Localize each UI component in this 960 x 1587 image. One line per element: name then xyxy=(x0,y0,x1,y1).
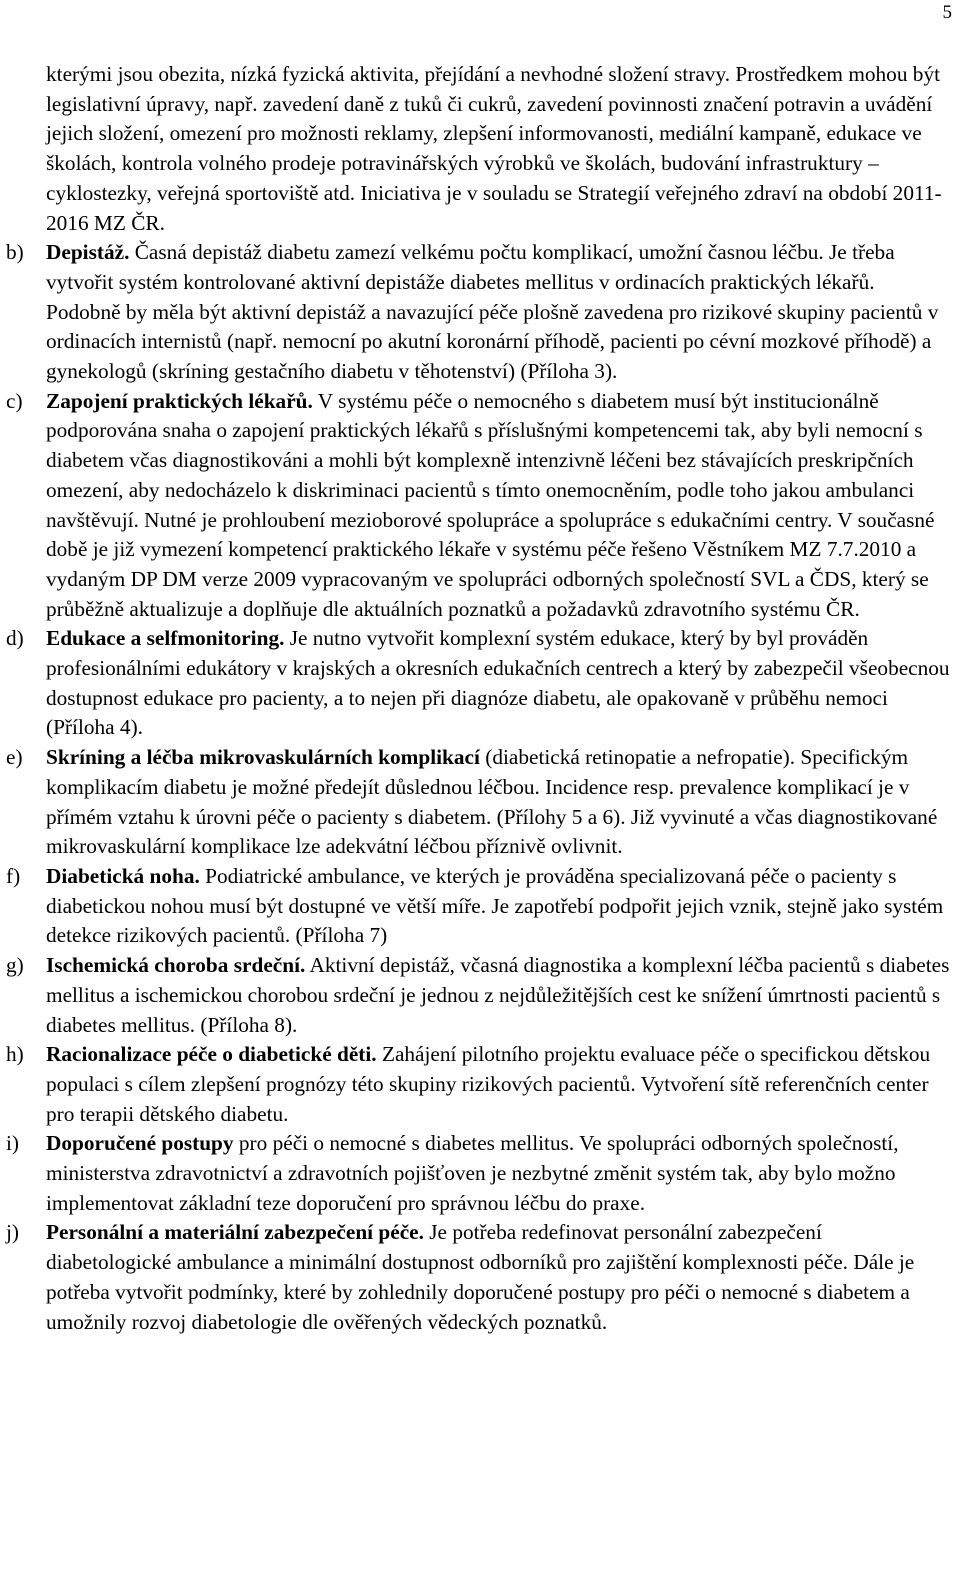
list-item-body: (diabetická retinopatie a nefropatie). Specifickým komplikacím diabetu je možné předejít důslednou léčbou. Incidence resp. prevalence komplikací je v přímém vztahu k úrovni péče o pacienty s diabetem. (Přílohy 5 a 6). Již vyvinuté a včas diagnostikované mikrovaskulární komplikace lze adekvátní léčbou příznivě ovlivnit. xyxy=(46,745,938,859)
list-item-body: V systému péče o nemocného s diabetem musí být institucionálně podporována snaha o zapojení praktických lékařů s příslušnými kompetencemi tak, aby byli nemocní s diabetem včas diagnostikováni a mohli být komplexně intenzivně léčeni bez stávajících preskripčních omezení, aby nedocházelo k diskriminaci pacientů s tímto onemocněním, podle toho jakou ambulanci navštěvují. Nutné je prohloubení mezioborové spolupráce a spolupráce s edukačními centry. V současné době je již vymezení kompetencí praktického lékaře v systému péče řešeno Věstníkem MZ 7.7.2010 a vydaným DP DM verze 2009 vypracovaným ve spolupráci odborných společností SVL a ČDS, který se průběžně aktualizuje a doplňuje dle aktuálních poznatků a požadavků zdravotního systému ČR. xyxy=(46,388,935,621)
list-item-text xyxy=(46,1129,950,1218)
list-item-body: Je nutno vytvořit komplexní systém edukace, který by byl prováděn profesionálními edukátory v krajských a okresních edukačních centrech a který by zabezpečil všeobecnou dostupnost edukace pro pacienty, a to nejen při diagnóze diabetu, ale opakovaně v průběhu nemoci (Příloha 4). xyxy=(46,626,950,740)
list-item-b xyxy=(6,238,950,387)
list-marker: c) xyxy=(6,388,23,413)
list-item-text xyxy=(46,238,950,387)
list-item-g xyxy=(6,951,950,1040)
list-item-body: Podiatrické ambulance, ve kterých je prováděna specializovaná péče o pacienty s diabetickou nohou musí být dostupné ve větší míře. Je zapotřebí podpořit jejich vznik, stejně jako systém detekce rizikových pacientů. (Příloha 7) xyxy=(46,863,944,948)
list-item-body: Časná depistáž diabetu zamezí velkému počtu komplikací, umožní časnou léčbu. Je třeba vytvořit systém kontrolované aktivní depistáže diabetes mellitus v ordinacích praktických lékařů. Podobně by měla být aktivní depistáž a navazující péče plošně zavedena pro rizikové skupiny pacientů v ordinacích internistů (např. nemocní po akutní koronární příhodě, pacienti po cévní mozkové příhodě) a gynekologů (skríning gestačního diabetu v těhotenství) (Příloha 3). xyxy=(46,240,939,384)
lead-paragraph: kterými jsou obezita, nízká fyzická aktivita, přejídání a nevhodné složení stravy. Prostředkem mohou být legislativní úpravy, např. zavedení daně z tuků či cukrů, zavedení povinnosti značení potravin a uvádění jejich složení, omezení pro možnosti reklamy, zlepšení informovanosti, mediální kampaně, edukace ve školách, kontrola volného prodeje potravinářských výrobků ve školách, budování infrastruktury – cyklostezky, veřejná sportoviště atd. Iniciativa je v souladu se Strategií veřejného zdraví na období 2011-2016 MZ ČR. xyxy=(46,62,942,235)
list-item-text xyxy=(46,387,950,625)
list-item-body: Aktivní depistáž, včasná diagnostika a komplexní léčba pacientů s diabetes mellitus a ischemickou chorobou srdeční je jednou z nejdůležitějších cest ke snížení úmrtnosti pacientů s diabetes mellitus. (Příloha 8). xyxy=(46,953,950,1037)
list-item-heading: Ischemická choroba srdeční. xyxy=(46,953,306,978)
list-item-body: pro péči o nemocné s diabetes mellitus. Ve spolupráci odborných společností, ministerstva zdravotnictví a zdravotních pojišťoven je nezbytné změnit systém tak, aby bylo možno implementovat základní teze doporučení pro správnou léčbu do praxe. xyxy=(46,1131,899,1215)
list-item-text xyxy=(46,951,950,1040)
list-item-text xyxy=(46,862,950,951)
list-item-heading: Personální a materiální zabezpečení péče. xyxy=(46,1220,424,1245)
list-item-heading: Doporučené postupy xyxy=(46,1131,234,1156)
list-item-text xyxy=(46,743,950,862)
list-marker: g) xyxy=(6,953,24,978)
page-number: 5 xyxy=(942,2,952,23)
list-item-j xyxy=(6,1218,950,1337)
list-marker: f) xyxy=(6,863,21,888)
list-marker: i) xyxy=(6,1131,20,1156)
list-marker: h) xyxy=(6,1042,24,1067)
list-item-heading: Diabetická noha. xyxy=(46,863,200,888)
list-marker: j) xyxy=(6,1220,20,1245)
list-item-f xyxy=(6,862,950,951)
list-item-c xyxy=(6,387,950,625)
list-marker: e) xyxy=(6,745,23,770)
list-item-e xyxy=(6,743,950,862)
list-item-text xyxy=(46,1218,950,1337)
list-marker: b) xyxy=(6,240,24,265)
list-item-heading: Racionalizace péče o diabetické děti. xyxy=(46,1042,377,1067)
list-item-heading: Zapojení praktických lékařů. xyxy=(46,388,313,413)
list-item-heading: Edukace a selfmonitoring. xyxy=(46,626,285,651)
list-marker: d) xyxy=(6,626,24,651)
list-item-heading: Depistáž. xyxy=(46,240,130,265)
body-text xyxy=(6,60,950,1337)
list-item-d xyxy=(6,624,950,743)
list-item-heading: Skríning a léčba mikrovaskulárních komplikací xyxy=(46,745,480,770)
list-item-text xyxy=(46,1040,950,1129)
list-item-body: Je potřeba redefinovat personální zabezpečení diabetologické ambulance a minimální dostupnost odborníků pro zajištění komplexnosti péče. Dále je potřeba vytvořit podmínky, které by zohlednily doporučené postupy pro péči o nemocné s diabetem a umožnily rozvoj diabetologie dle ověřených vědeckých poznatků. xyxy=(46,1220,915,1334)
list-item-body: Zahájení pilotního projektu evaluace péče o specifickou dětskou populaci s cílem zlepšení prognózy této skupiny rizikových pacientů. Vytvoření sítě referenčních center pro terapii dětského diabetu. xyxy=(46,1042,931,1126)
list-item-i xyxy=(6,1129,950,1218)
list-item-h xyxy=(6,1040,950,1129)
list-item-text xyxy=(46,624,950,743)
